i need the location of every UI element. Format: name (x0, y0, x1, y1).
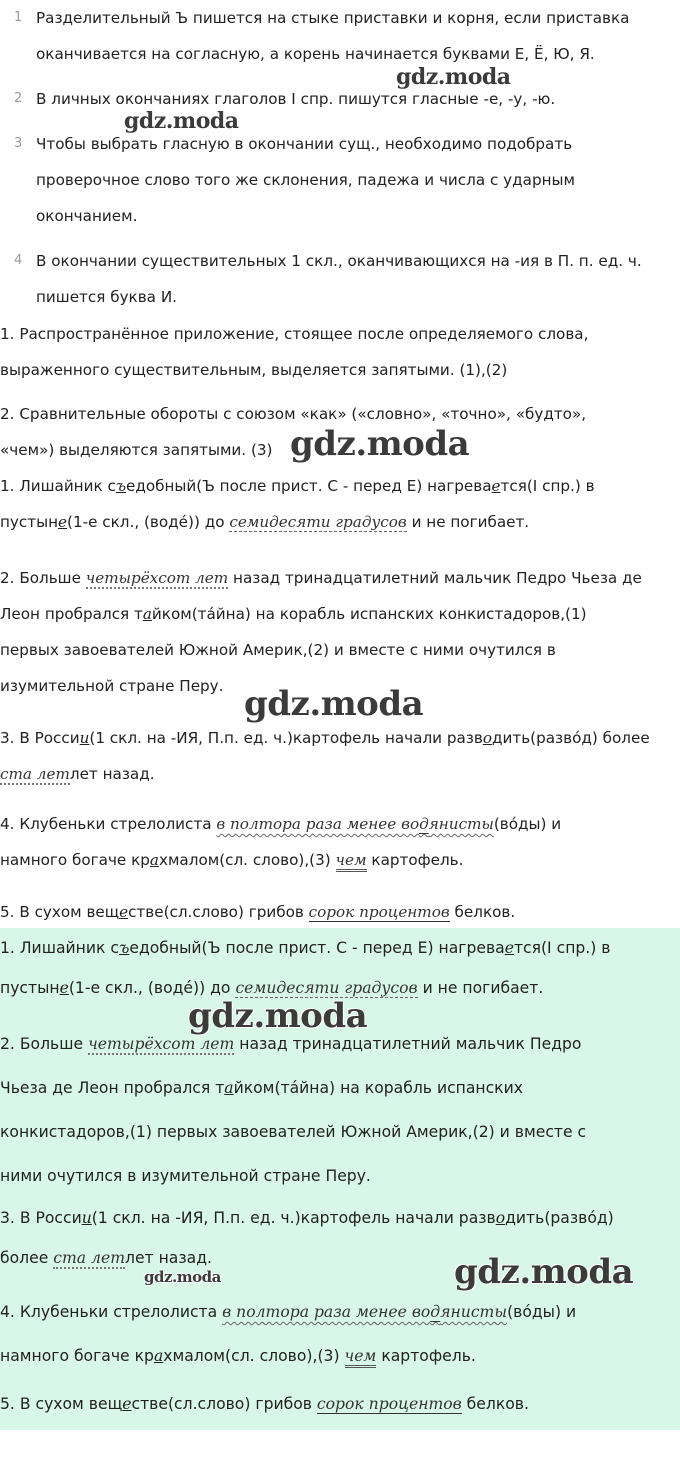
rule-line: проверочное слово того же склонения, падежа и числа с ударным (36, 171, 575, 189)
text: и не погибает. (406, 513, 530, 531)
marked-letter: е (59, 979, 69, 997)
text: 3. В Росси (0, 1209, 82, 1227)
text: 4. Клубеньки стрелолиста (0, 815, 217, 833)
text: 2. Больше (0, 569, 86, 587)
rule-line: Разделительный Ъ пишется на стыке приставки и корня, если приставка (36, 9, 630, 27)
green-sentence-4 (0, 1290, 676, 1378)
rule-line: оканчивается на согласную, а корень начинается буквами Е, Ё, Ю, Я. (36, 45, 595, 63)
sentence-3 (0, 720, 676, 792)
marked-letter: е (122, 1395, 132, 1413)
rule-line: В окончании существительных 1 скл., оканчивающихся на -ия в П. п. ед. ч. (36, 252, 642, 270)
text: янисты (428, 815, 494, 833)
handwritten-phrase: семидесяти градусов (235, 979, 418, 997)
text: едобный(Ъ после прист. С - перед Е) нагрева (125, 477, 492, 495)
handwritten-phrase: четырёхсот лет (85, 569, 229, 587)
text: (1-е скл., (водé)) до (67, 513, 230, 531)
rule-number: 3 (14, 136, 23, 151)
green-sentence-5 (0, 1384, 676, 1424)
text: конкистадоров,(1) первых завоевателей Южной Америк,(2) и вместе с (0, 1123, 587, 1141)
handwritten-phrase: чем (336, 851, 367, 872)
rule-line: В личных окончаниях глаголов I спр. пишутся гласные -е, -у, -ю. (36, 90, 556, 108)
text: 5. В сухом вещ (0, 903, 120, 921)
text: 2. Больше (0, 1035, 89, 1053)
handwritten-phrase: четырёхсот лет (88, 1035, 235, 1053)
marked-letter: д (430, 1303, 441, 1321)
text: дить(развóд) более (492, 729, 650, 747)
text: более (0, 1249, 54, 1267)
text: Чьеза де Леон пробрался т (0, 1079, 225, 1097)
watermark: gdz.moda (244, 684, 424, 724)
text: картофель. (366, 851, 464, 869)
marked-letter: а (149, 851, 159, 869)
marked-letter: е (58, 513, 68, 531)
text: 5. В сухом вещ (0, 1395, 123, 1413)
watermark: gdz.moda (290, 424, 470, 464)
marked-letter: о (495, 1209, 506, 1227)
rule-line: окончанием. (36, 207, 138, 225)
marked-letter: а (224, 1079, 234, 1097)
handwritten-phrase: сорок процентов (316, 1395, 462, 1413)
text: стве(сл.слово) грибов (131, 1395, 317, 1413)
text: янисты (440, 1303, 508, 1321)
text: йком(тáйна) на корабль испанских конкистадоров,(1) (151, 605, 587, 623)
text: назад тринадцатилетний мальчик Педро Чьеза де (228, 569, 642, 587)
text: тся(I спр.) в (500, 477, 595, 495)
text: (вóды) и (507, 1303, 577, 1321)
rule-4 (0, 243, 680, 315)
marked-letter: и (81, 1209, 92, 1227)
watermark: gdz.moda (396, 64, 511, 90)
marked-letter: ъ (115, 477, 126, 495)
text: назад тринадцатилетний мальчик Педро (234, 1035, 582, 1053)
watermark: gdz.moda (454, 1252, 634, 1292)
marked-letter: а (153, 1347, 164, 1365)
marked-letter: е (119, 903, 129, 921)
handwritten-phrase (222, 1303, 507, 1321)
rule-3 (0, 126, 680, 234)
handwritten-phrase: чем (345, 1347, 377, 1368)
rule-line: пишется буква И. (36, 288, 178, 306)
marked-letter: о (482, 729, 492, 747)
rule-1 (0, 0, 680, 72)
marked-letter: е (491, 477, 501, 495)
text: (1 скл. на -ИЯ, П.п. ед. ч.)картофель начали разв (91, 1209, 496, 1227)
rule-number: 4 (14, 253, 23, 268)
text: ними очутился в изумительной стране Перу. (0, 1167, 371, 1185)
handwritten-phrase: сорок процентов (308, 903, 450, 921)
text: хмалом(сл. слово),(3) (158, 851, 336, 869)
marked-letter: ъ (118, 939, 130, 957)
text: стве(сл.слово) грибов (128, 903, 309, 921)
text: первых завоевателей Южной Америк,(2) и вместе с ними очутился в (0, 641, 556, 659)
sentence-4 (0, 806, 676, 878)
text: белков. (461, 1395, 529, 1413)
handwritten-phrase: ста лет (0, 765, 70, 783)
text: (вóды) и (493, 815, 562, 833)
punct-line: 2. Сравнительные обороты с союзом «как» («словно», «точно», «будто», (0, 405, 587, 423)
text: лет назад. (69, 765, 155, 783)
text: 3. В Росси (0, 729, 80, 747)
rule-number: 2 (14, 91, 23, 106)
text: 4. Клубеньки стрелолиста (0, 1303, 223, 1321)
rule-2 (0, 81, 680, 117)
punct-line: 1. Распространённое приложение, стоящее после определяемого слова, (0, 325, 589, 343)
sentence-2 (0, 560, 676, 704)
handwritten-phrase: семидесяти градусов (229, 513, 407, 531)
text: пустын (0, 979, 60, 997)
text: намного богаче кр (0, 851, 150, 869)
text: Леон пробрался т (0, 605, 143, 623)
text: в полтора раза менее во (216, 815, 420, 833)
text: (1 скл. на -ИЯ, П.п. ед. ч.)картофель начали разв (89, 729, 483, 747)
watermark: gdz.moda (188, 996, 368, 1036)
rules-list (0, 0, 680, 315)
marked-letter: а (142, 605, 152, 623)
text: пустын (0, 513, 59, 531)
marked-letter: и (79, 729, 90, 747)
text: и не погибает. (417, 979, 544, 997)
text: 1. Лишайник с (0, 477, 116, 495)
text: картофель. (376, 1347, 476, 1365)
text: (1-е скл., (водé)) до (68, 979, 236, 997)
marked-letter: д (419, 815, 429, 833)
handwritten-phrase: ста лет (53, 1249, 125, 1267)
text: белков. (449, 903, 516, 921)
text: намного богаче кр (0, 1347, 154, 1365)
text: тся(I спр.) в (513, 939, 611, 957)
watermark: gdz.moda (144, 1268, 221, 1286)
text: 1. Лишайник с (0, 939, 119, 957)
watermark: gdz.moda (124, 108, 239, 134)
punct-line: выраженного существительным, выделяется запятыми. (1),(2) (0, 361, 508, 379)
text: в полтора раза менее во (222, 1303, 431, 1321)
punct-line: «чем») выделяются запятыми. (3) (0, 441, 273, 459)
marked-letter: е (504, 939, 514, 957)
rule-number: 1 (14, 10, 23, 25)
text: едобный(Ъ после прист. С - перед Е) нагрева (129, 939, 505, 957)
text: хмалом(сл. слово),(3) (163, 1347, 345, 1365)
text: изумительной стране Перу. (0, 677, 224, 695)
text: дить(развóд) (505, 1209, 614, 1227)
text: йком(тáйна) на корабль испанских (233, 1079, 523, 1097)
green-sentence-2 (0, 1022, 676, 1198)
rule-line: Чтобы выбрать гласную в окончании сущ., необходимо подобрать (36, 135, 573, 153)
handwritten-phrase (216, 815, 494, 833)
sentence-1 (0, 468, 676, 540)
text: лет назад. (125, 1249, 212, 1267)
sentence-5 (0, 894, 676, 930)
